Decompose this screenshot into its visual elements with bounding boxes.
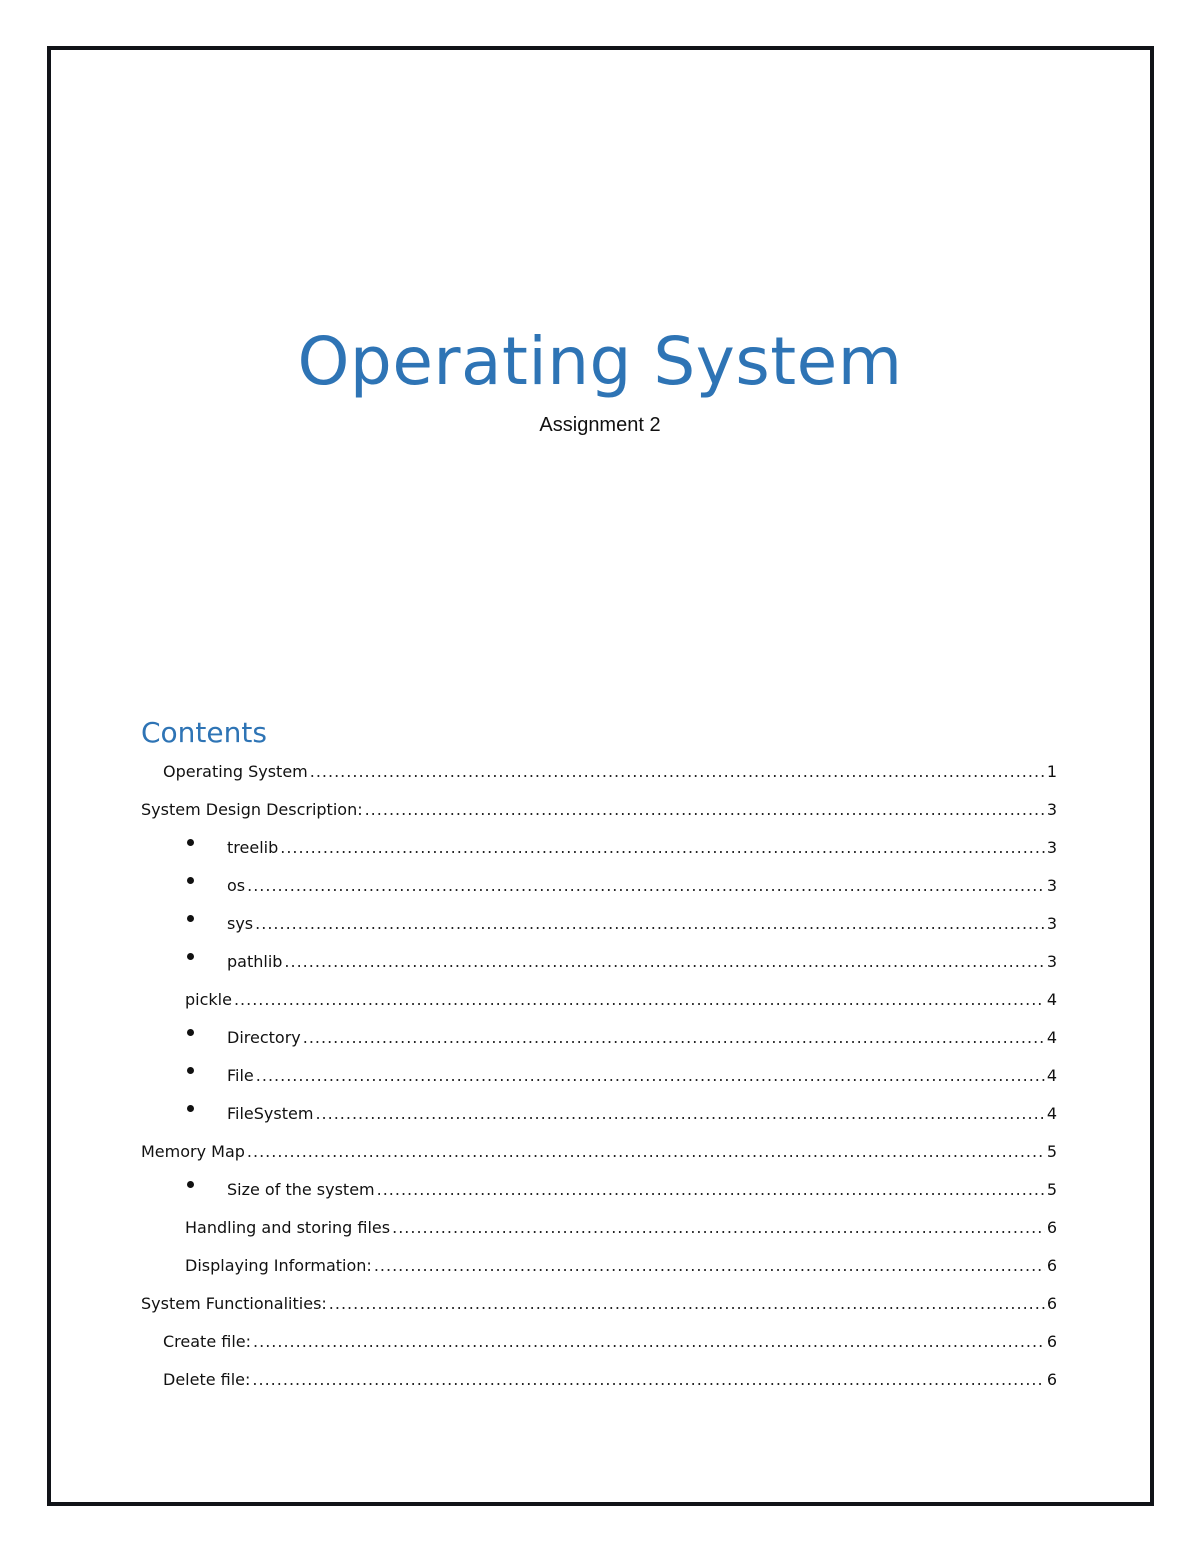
toc-entry-label: sys <box>227 914 254 933</box>
toc-entry-create-file[interactable] <box>163 1327 1057 1353</box>
toc-entry-pathlib[interactable] <box>227 947 1057 973</box>
toc-entry-memory-map[interactable] <box>141 1137 1057 1163</box>
dot-leader <box>284 951 1044 973</box>
dot-leader <box>234 989 1045 1011</box>
dot-leader <box>377 1179 1045 1201</box>
toc-entry-page: 5 <box>1046 1142 1057 1161</box>
toc-entry-page: 3 <box>1046 952 1057 971</box>
toc-entry-label: pickle <box>185 990 232 1009</box>
dot-leader <box>255 913 1045 935</box>
bullet-icon <box>187 877 194 884</box>
dot-leader <box>247 875 1045 897</box>
toc-entry-label: Directory <box>227 1028 301 1047</box>
toc-entry-size-of-the-system[interactable] <box>227 1175 1057 1201</box>
document-subtitle: Assignment 2 <box>539 414 661 436</box>
toc-entry-label: File <box>227 1066 254 1085</box>
dot-leader <box>365 799 1045 821</box>
toc-entry-label: Displaying Information: <box>185 1256 372 1275</box>
toc-entry-page: 5 <box>1046 1180 1057 1199</box>
dot-leader <box>303 1027 1045 1049</box>
bullet-icon <box>187 1105 194 1112</box>
toc-entry-page: 3 <box>1046 876 1057 895</box>
toc-entry-label: Create file: <box>163 1332 252 1351</box>
toc-entry-label: System Design Description: <box>141 800 363 819</box>
dot-leader <box>253 1331 1045 1353</box>
toc-entry-handling-and-storing-files[interactable] <box>185 1213 1057 1239</box>
toc-entry-label: os <box>227 876 246 895</box>
toc-entry-pickle[interactable] <box>185 985 1057 1011</box>
toc-entry-filesystem[interactable] <box>227 1099 1057 1125</box>
toc-entry-delete-file[interactable] <box>163 1365 1057 1391</box>
toc-entry-file[interactable] <box>227 1061 1057 1087</box>
toc-entry-label: Size of the system <box>227 1180 375 1199</box>
toc-heading: Contents <box>141 716 267 749</box>
toc-entry-page: 1 <box>1046 762 1057 781</box>
dot-leader <box>374 1255 1045 1277</box>
dot-leader <box>310 761 1045 783</box>
dot-leader <box>392 1217 1045 1239</box>
dot-leader <box>252 1369 1044 1391</box>
toc-entry-page: 6 <box>1046 1218 1057 1237</box>
dot-leader <box>329 1293 1045 1315</box>
bullet-icon <box>187 915 194 922</box>
bullet-icon <box>187 953 194 960</box>
toc-entry-label: FileSystem <box>227 1104 314 1123</box>
bullet-icon <box>187 1067 194 1074</box>
bullet-icon <box>187 1181 194 1188</box>
toc-entry-page: 6 <box>1046 1294 1057 1313</box>
toc-entry-page: 3 <box>1046 914 1057 933</box>
toc-entry-page: 4 <box>1046 1104 1057 1123</box>
toc-entry-label: Handling and storing files <box>185 1218 391 1237</box>
toc-entry-label: treelib <box>227 838 279 857</box>
toc-entry-page: 4 <box>1046 1066 1057 1085</box>
toc-entry-label: System Functionalities: <box>141 1294 327 1313</box>
toc-entry-system-design-description[interactable] <box>141 795 1057 821</box>
dot-leader <box>247 1141 1045 1163</box>
toc-entry-page: 6 <box>1046 1256 1057 1275</box>
toc-entry-sys[interactable] <box>227 909 1057 935</box>
dot-leader <box>315 1103 1044 1125</box>
dot-leader <box>280 837 1045 859</box>
toc-entry-system-functionalities[interactable] <box>141 1289 1057 1315</box>
toc-entry-os[interactable] <box>227 871 1057 897</box>
toc-entry-page: 3 <box>1046 838 1057 857</box>
toc-entry-label: Memory Map <box>141 1142 245 1161</box>
bullet-icon <box>187 1029 194 1036</box>
toc-entry-displaying-information[interactable] <box>185 1251 1057 1277</box>
toc-entry-operating-system[interactable] <box>163 757 1057 783</box>
toc-entry-page: 4 <box>1046 990 1057 1009</box>
toc-entry-label: Delete file: <box>163 1370 251 1389</box>
toc-entry-treelib[interactable] <box>227 833 1057 859</box>
toc-entry-page: 6 <box>1046 1370 1057 1389</box>
toc-entry-label: Operating System <box>163 762 308 781</box>
toc-entry-page: 3 <box>1046 800 1057 819</box>
document-title: Operating System <box>297 323 903 400</box>
toc-entry-directory[interactable] <box>227 1023 1057 1049</box>
toc-entry-page: 4 <box>1046 1028 1057 1047</box>
toc-entry-page: 6 <box>1046 1332 1057 1351</box>
bullet-icon <box>187 839 194 846</box>
dot-leader <box>256 1065 1045 1087</box>
toc-entry-label: pathlib <box>227 952 283 971</box>
